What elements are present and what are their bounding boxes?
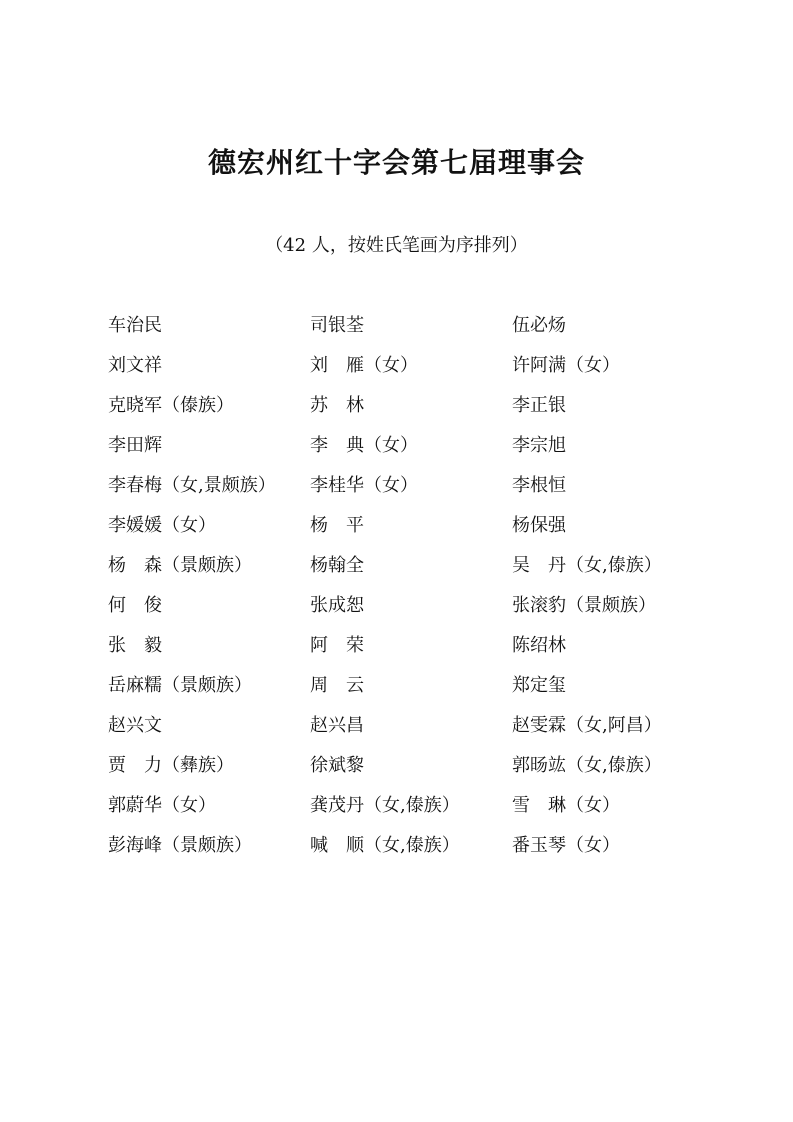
member-name: 伍必炀 — [512, 315, 566, 336]
member-name: 刘 雁（女） — [310, 355, 418, 376]
member-name: 岳麻糯（景颇族） — [108, 675, 252, 696]
member-name: 贾 力（彝族） — [108, 755, 234, 776]
member-name: 吴 丹（女,傣族） — [512, 555, 662, 576]
member-name: 郑定玺 — [512, 675, 566, 696]
member-name: 徐斌黎 — [310, 755, 364, 776]
member-name: 郭旸竑（女,傣族） — [512, 755, 662, 776]
member-name: 杨 平 — [310, 515, 364, 536]
member-name: 苏 林 — [310, 395, 364, 416]
member-name: 刘文祥 — [108, 355, 162, 376]
member-list — [108, 312, 728, 872]
member-name: 杨翰全 — [310, 555, 364, 576]
member-name: 龚茂丹（女,傣族） — [310, 795, 460, 816]
document-title: 德宏州红十字会第七届理事会 — [207, 146, 585, 179]
member-name: 周 云 — [310, 675, 364, 696]
member-name: 何 俊 — [108, 595, 162, 616]
member-name: 李正银 — [512, 395, 566, 416]
member-name: 番玉琴（女） — [512, 835, 620, 856]
member-name: 李根恒 — [512, 475, 566, 496]
document-subtitle: （42 人，按姓氏笔画为序排列） — [265, 235, 528, 256]
member-name: 陈绍林 — [512, 635, 566, 656]
member-name: 赵兴昌 — [310, 715, 364, 736]
member-name: 司银荃 — [310, 315, 364, 336]
member-name: 李春梅（女,景颇族） — [108, 475, 276, 496]
member-name: 克晓军（傣族） — [108, 395, 234, 416]
member-name: 李媛媛（女） — [108, 515, 216, 536]
member-name: 张成恕 — [310, 595, 364, 616]
member-name: 张滚豹（景颇族） — [512, 595, 656, 616]
member-name: 赵兴文 — [108, 715, 162, 736]
member-name: 杨 森（景颇族） — [108, 555, 252, 576]
member-name: 车治民 — [108, 315, 162, 336]
member-name: 杨保强 — [512, 515, 566, 536]
member-name: 喊 顺（女,傣族） — [310, 835, 460, 856]
member-name: 张 毅 — [108, 635, 162, 656]
member-name: 雪 琳（女） — [512, 795, 620, 816]
member-name: 李桂华（女） — [310, 475, 418, 496]
member-name: 郭蔚华（女） — [108, 795, 216, 816]
member-name: 赵雯霖（女,阿昌） — [512, 715, 662, 736]
member-name: 李田辉 — [108, 435, 162, 456]
member-name: 阿 荣 — [310, 635, 364, 656]
member-name: 彭海峰（景颇族） — [108, 835, 252, 856]
member-name: 李 典（女） — [310, 435, 418, 456]
member-name: 李宗旭 — [512, 435, 566, 456]
member-name: 许阿满（女） — [512, 355, 620, 376]
